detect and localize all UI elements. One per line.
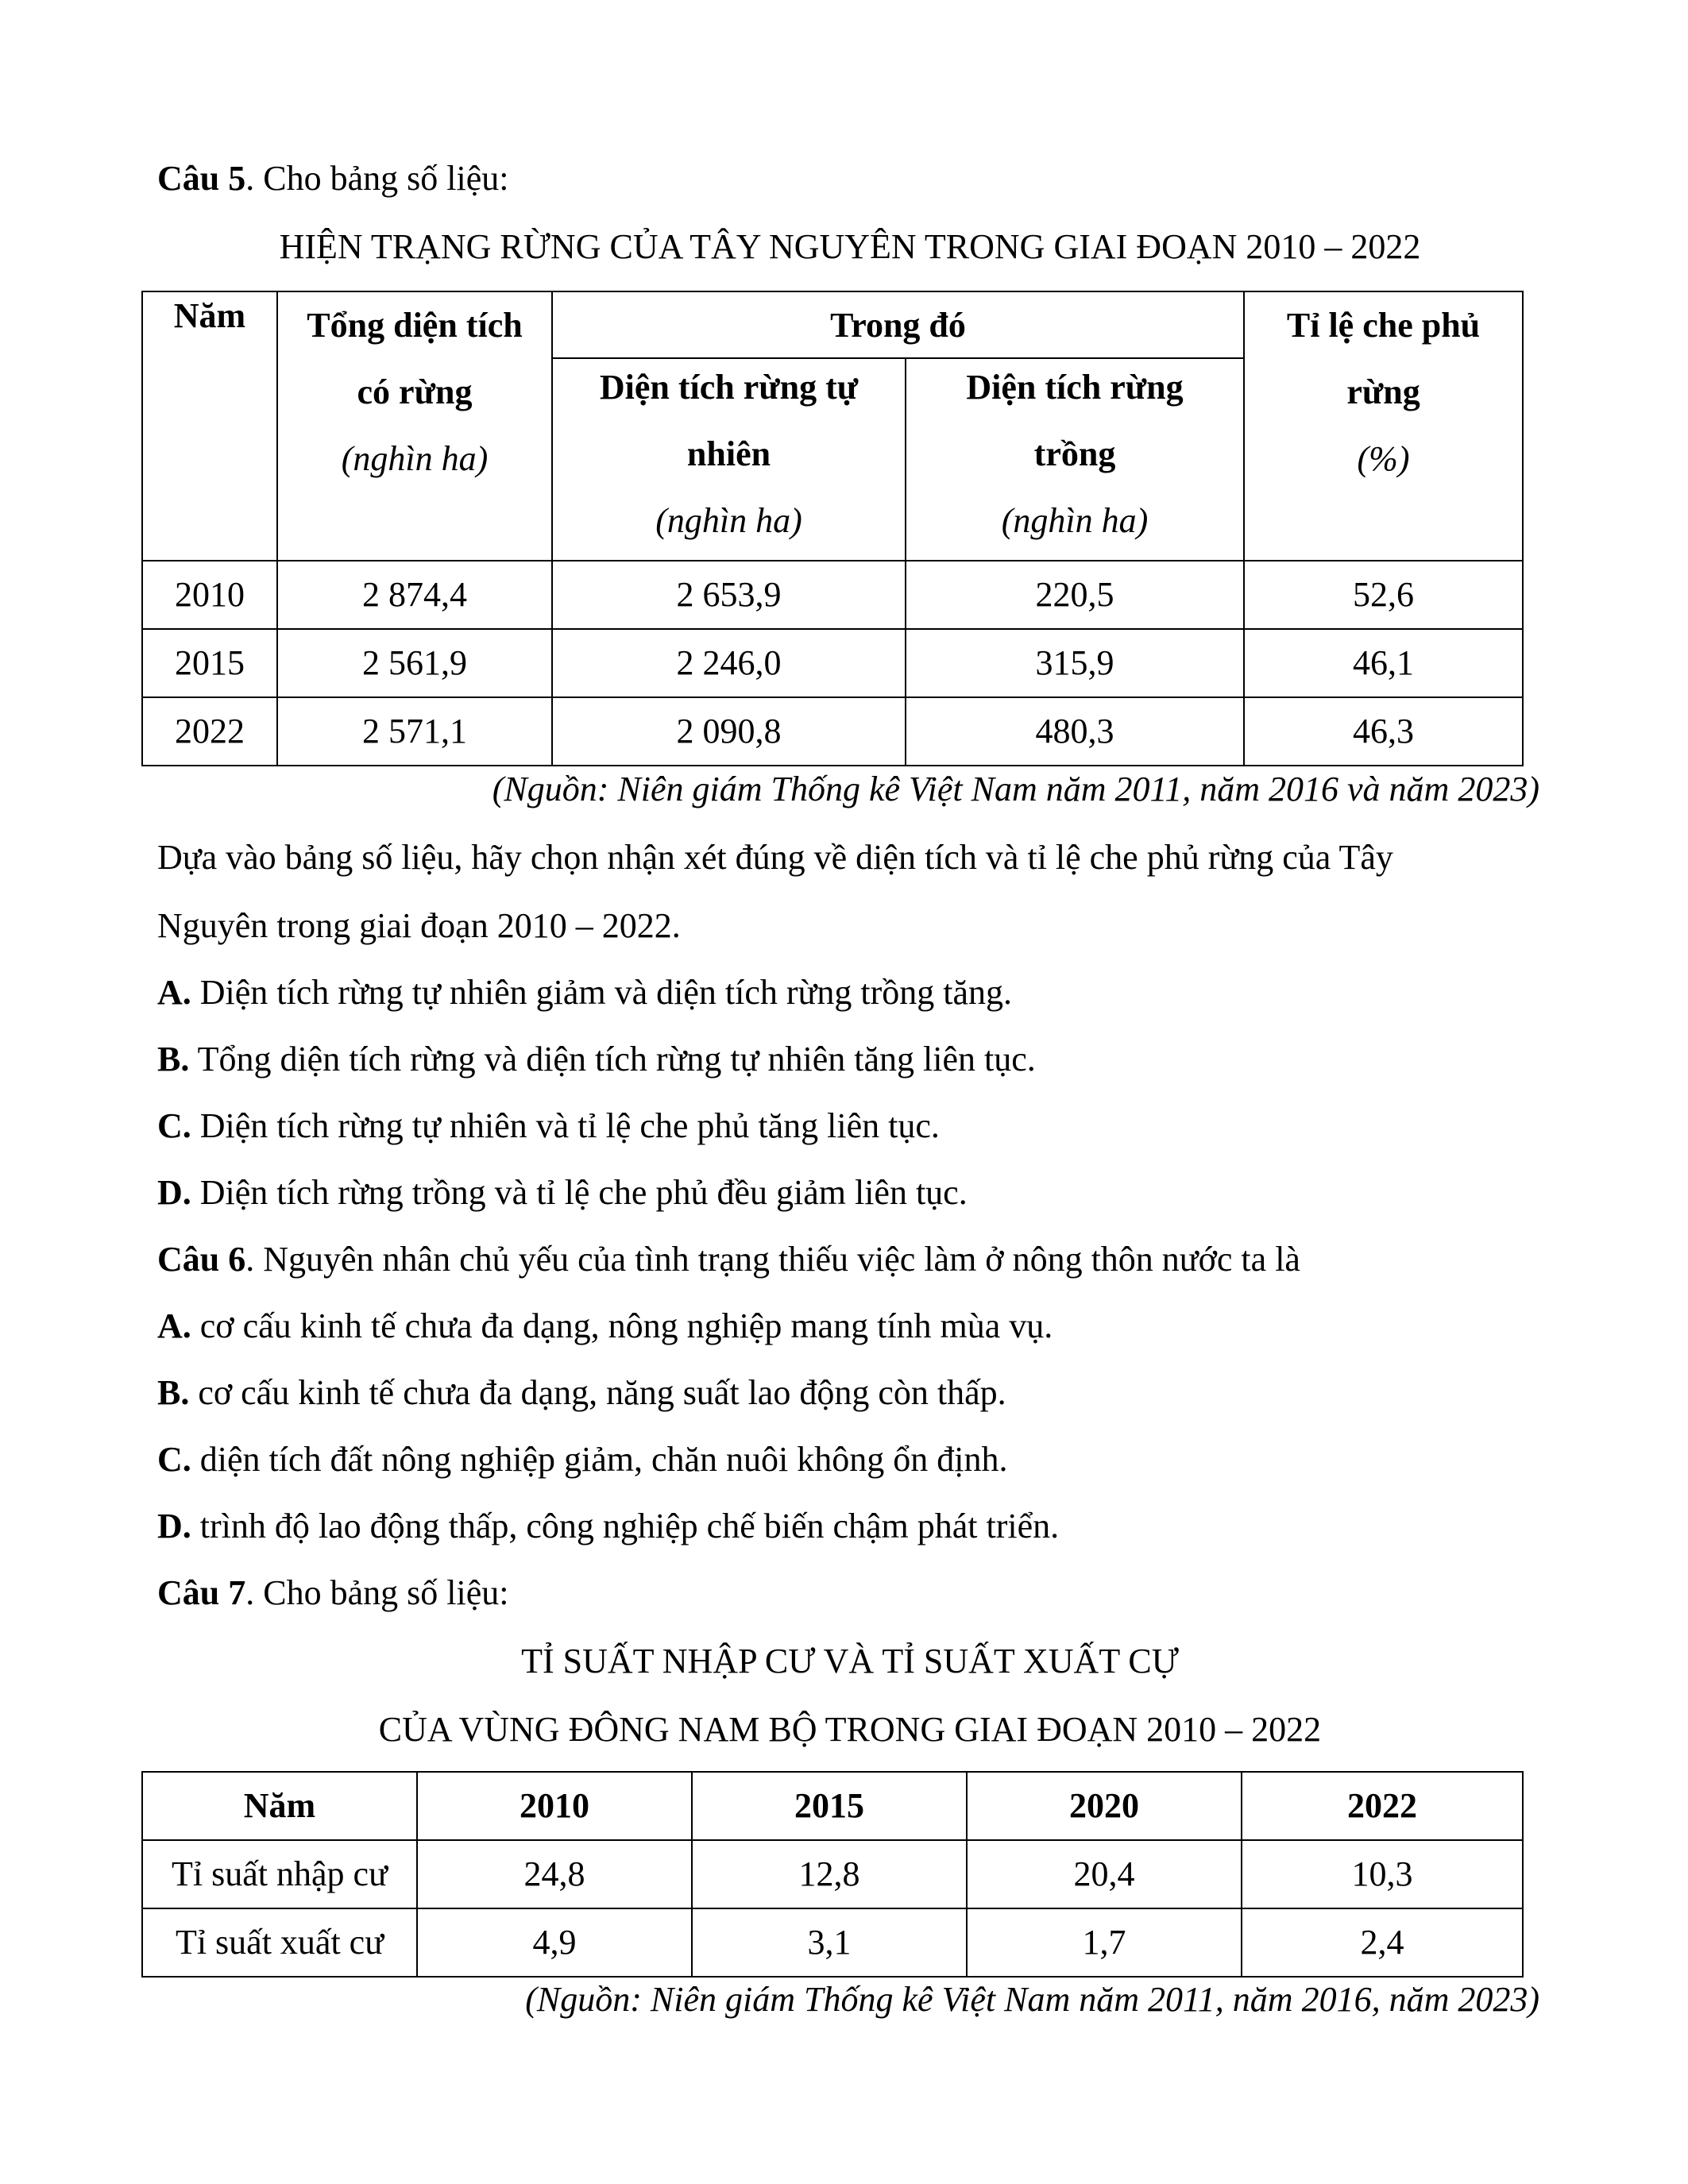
table-row: Tỉ suất nhập cư 24,8 12,8 20,4 10,3 bbox=[142, 1840, 1523, 1908]
migration-table bbox=[141, 1771, 1524, 1978]
forest-header-natural: Diện tích rừng tự nhiên (nghìn ha) bbox=[552, 358, 906, 561]
q6-option-c: C. diện tích đất nông nghiệp giảm, chăn nuôi không ổn định. bbox=[157, 1440, 1008, 1479]
forest-header-planted: Diện tích rừng trồng (nghìn ha) bbox=[906, 358, 1244, 561]
q6-option-a: A. cơ cấu kinh tế chưa đa dạng, nông nghiệp mang tính mùa vụ. bbox=[157, 1306, 1053, 1345]
q5-option-a: A. Diện tích rừng tự nhiên giảm và diện tích rừng trồng tăng. bbox=[157, 973, 1012, 1012]
q5-option-d: D. Diện tích rừng trồng và tỉ lệ che phủ đều giảm liên tục. bbox=[157, 1173, 968, 1212]
q5-table-title: HIỆN TRẠNG RỪNG CỦA TÂY NGUYÊN TRONG GIAI ĐOẠN 2010 – 2022 bbox=[279, 227, 1421, 266]
q5-source: (Nguồn: Niên giám Thống kê Việt Nam năm 2011, năm 2016 và năm 2023) bbox=[492, 770, 1539, 808]
q5-label: Câu 5 bbox=[157, 159, 246, 198]
forest-header-group: Trong đó bbox=[552, 291, 1244, 358]
forest-header-year: Năm bbox=[142, 291, 277, 561]
forest-table bbox=[141, 291, 1524, 766]
q5-intro: . Cho bảng số liệu: bbox=[245, 159, 509, 198]
forest-header-cover: Tỉ lệ che phủ rừng (%) bbox=[1244, 291, 1523, 561]
table-row: Năm 2010 2015 2020 2022 bbox=[142, 1772, 1523, 1840]
q5-heading bbox=[157, 155, 1539, 203]
q7-label: Câu 7 bbox=[157, 1573, 246, 1612]
table-row: Tỉ suất xuất cư 4,9 3,1 1,7 2,4 bbox=[142, 1908, 1523, 1977]
q6-label: Câu 6 bbox=[157, 1240, 246, 1279]
q5-option-c: C. Diện tích rừng tự nhiên và tỉ lệ che phủ tăng liên tục. bbox=[157, 1106, 940, 1145]
q7-source: (Nguồn: Niên giám Thống kê Việt Nam năm 2011, năm 2016, năm 2023) bbox=[525, 1980, 1539, 2019]
q5-option-b: B. Tổng diện tích rừng và diện tích rừng tự nhiên tăng liên tục. bbox=[157, 1040, 1036, 1078]
table-row: 2022 2 571,1 2 090,8 480,3 46,3 bbox=[142, 697, 1523, 766]
q7-title-line-1: TỈ SUẤT NHẬP CƯ VÀ TỈ SUẤT XUẤT CỰ bbox=[521, 1642, 1179, 1680]
q7-title-line-2: CỦA VÙNG ĐÔNG NAM BỘ TRONG GIAI ĐOẠN 2010 – 2022 bbox=[378, 1710, 1322, 1749]
q5-question-line-2: Nguyên trong giai đoạn 2010 – 2022. bbox=[157, 906, 681, 945]
forest-header-total: Tổng diện tích có rừng (nghìn ha) bbox=[277, 291, 552, 561]
table-row: 2015 2 561,9 2 246,0 315,9 46,1 bbox=[142, 629, 1523, 697]
q5-question-line-1: Dựa vào bảng số liệu, hãy chọn nhận xét đúng về diện tích và tỉ lệ che phủ rừng của Tây bbox=[157, 838, 1393, 877]
q6-question: Câu 6. Nguyên nhân chủ yếu của tình trạng thiếu việc làm ở nông thôn nước ta là bbox=[157, 1240, 1300, 1279]
q6-option-b: B. cơ cấu kinh tế chưa đa dạng, năng suất lao động còn thấp. bbox=[157, 1373, 1006, 1412]
q7-heading: Câu 7. Cho bảng số liệu: bbox=[157, 1573, 509, 1612]
table-row: 2010 2 874,4 2 653,9 220,5 52,6 bbox=[142, 561, 1523, 629]
q6-option-d: D. trình độ lao động thấp, công nghiệp chế biến chậm phát triển. bbox=[157, 1507, 1060, 1545]
